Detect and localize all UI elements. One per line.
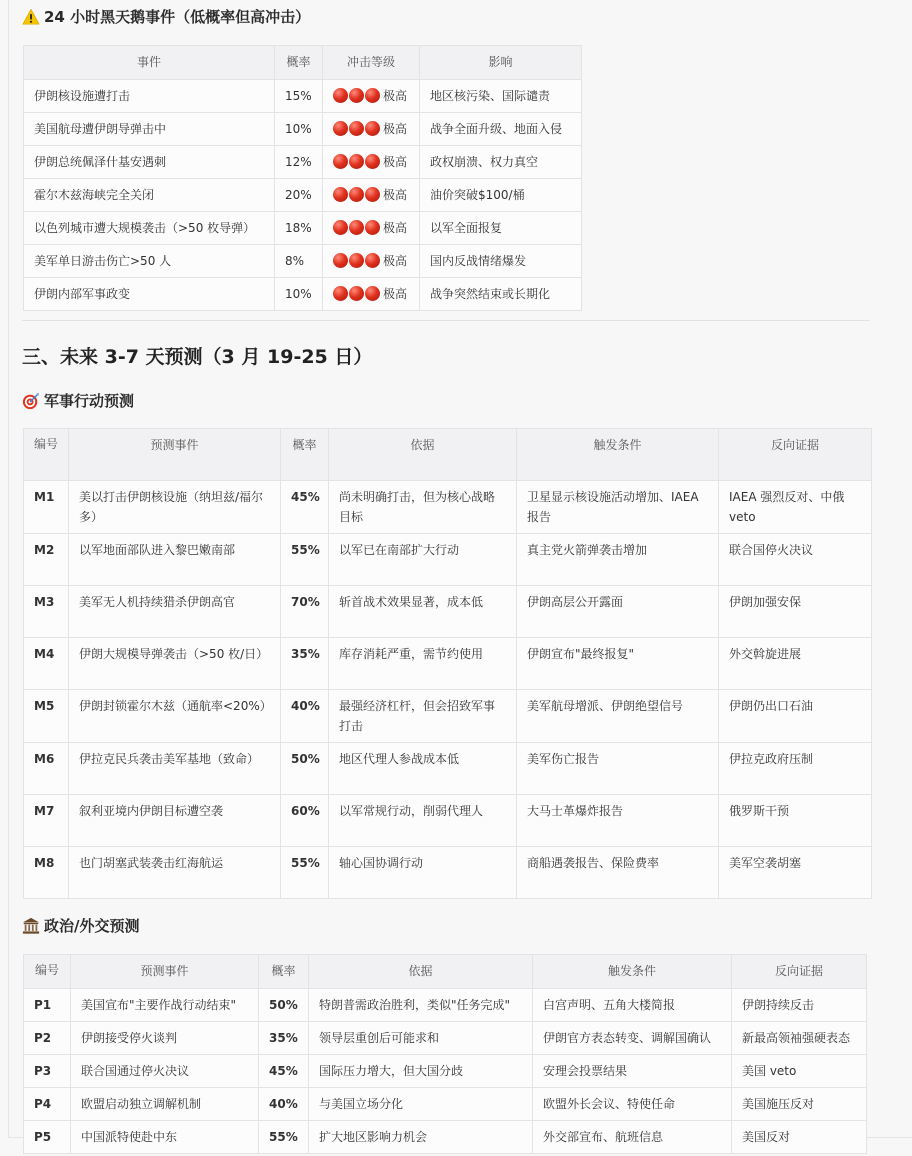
probability-cell: 40% bbox=[259, 1088, 309, 1121]
probability-cell: 60% bbox=[281, 795, 329, 847]
basis-cell: 轴心国协调行动 bbox=[329, 847, 517, 899]
id-cell: M8 bbox=[24, 847, 69, 899]
red-circle-icon bbox=[365, 154, 380, 169]
impact-dots bbox=[333, 154, 380, 169]
red-circle-icon bbox=[333, 88, 348, 103]
table-row bbox=[24, 638, 872, 690]
event-cell: 联合国通过停火决议 bbox=[71, 1055, 259, 1088]
political-title: 政治/外交预测 bbox=[44, 917, 140, 935]
column-header: 概率 bbox=[281, 429, 329, 481]
event-cell: 美国宣布"主要作战行动结束" bbox=[71, 989, 259, 1022]
event-cell: 也门胡塞武装袭击红海航运 bbox=[69, 847, 281, 899]
probability-cell: 45% bbox=[281, 481, 329, 534]
red-circle-icon bbox=[365, 253, 380, 268]
column-header: 编号 bbox=[24, 955, 71, 989]
black-swan-table bbox=[23, 45, 582, 311]
impact-level-cell bbox=[323, 113, 420, 146]
column-header: 冲击等级 bbox=[323, 46, 420, 80]
basis-cell: 国际压力增大，但大国分歧 bbox=[309, 1055, 533, 1088]
impact-level-cell bbox=[323, 80, 420, 113]
event-cell: 伊朗核设施遭打击 bbox=[24, 80, 275, 113]
event-cell: 伊朗总统佩泽什基安遇刺 bbox=[24, 146, 275, 179]
event-cell: 美军无人机持续猎杀伊朗高官 bbox=[69, 586, 281, 638]
trigger-cell: 美军航母增派、伊朗绝望信号 bbox=[517, 690, 719, 743]
warning-icon bbox=[22, 8, 40, 26]
basis-cell: 领导层重创后可能求和 bbox=[309, 1022, 533, 1055]
basis-cell: 以军已在南部扩大行动 bbox=[329, 534, 517, 586]
impact-dots bbox=[333, 88, 380, 103]
counter-evidence-cell: 美国反对 bbox=[732, 1121, 867, 1154]
red-circle-icon bbox=[365, 121, 380, 136]
black-swan-heading bbox=[22, 6, 310, 27]
table-row bbox=[24, 534, 872, 586]
basis-cell: 扩大地区影响力机会 bbox=[309, 1121, 533, 1154]
impact-cell: 以军全面报复 bbox=[420, 212, 582, 245]
basis-cell: 以军常规行动，削弱代理人 bbox=[329, 795, 517, 847]
red-circle-icon bbox=[333, 253, 348, 268]
forecast-heading: 三、未来 3-7 天预测（3 月 19-25 日） bbox=[22, 346, 373, 368]
basis-cell: 与美国立场分化 bbox=[309, 1088, 533, 1121]
event-cell: 伊朗内部军事政变 bbox=[24, 278, 275, 311]
red-circle-icon bbox=[349, 88, 364, 103]
trigger-cell: 伊朗官方表态转变、调解国确认 bbox=[533, 1022, 732, 1055]
impact-level-cell bbox=[323, 179, 420, 212]
event-cell: 美军单日游击伤亡>50 人 bbox=[24, 245, 275, 278]
red-circle-icon bbox=[365, 88, 380, 103]
red-circle-icon bbox=[333, 220, 348, 235]
impact-cell: 战争全面升级、地面入侵 bbox=[420, 113, 582, 146]
page-left-border bbox=[8, 0, 9, 1138]
counter-evidence-cell: 外交斡旋进展 bbox=[719, 638, 872, 690]
table-row bbox=[24, 212, 582, 245]
probability-cell: 50% bbox=[259, 989, 309, 1022]
probability-cell: 45% bbox=[259, 1055, 309, 1088]
table-row bbox=[24, 1055, 867, 1088]
impact-level-cell bbox=[323, 245, 420, 278]
impact-cell: 战争突然结束或长期化 bbox=[420, 278, 582, 311]
column-header: 反向证据 bbox=[719, 429, 872, 481]
table-row bbox=[24, 795, 872, 847]
red-circle-icon bbox=[349, 154, 364, 169]
counter-evidence-cell: 联合国停火决议 bbox=[719, 534, 872, 586]
basis-cell: 斩首战术效果显著，成本低 bbox=[329, 586, 517, 638]
trigger-cell: 安理会投票结果 bbox=[533, 1055, 732, 1088]
id-cell: M7 bbox=[24, 795, 69, 847]
impact-dots bbox=[333, 286, 380, 301]
id-cell: M3 bbox=[24, 586, 69, 638]
table-row bbox=[24, 146, 582, 179]
impact-level-label: 极高 bbox=[383, 188, 408, 202]
impact-dots bbox=[333, 253, 380, 268]
event-cell: 欧盟启动独立调解机制 bbox=[71, 1088, 259, 1121]
red-circle-icon bbox=[333, 154, 348, 169]
counter-evidence-cell: 新最高领袖强硬表态 bbox=[732, 1022, 867, 1055]
red-circle-icon bbox=[365, 187, 380, 202]
probability-cell: 8% bbox=[275, 245, 323, 278]
table-row bbox=[24, 113, 582, 146]
probability-cell: 50% bbox=[281, 743, 329, 795]
column-header: 预测事件 bbox=[69, 429, 281, 481]
column-header: 触发条件 bbox=[517, 429, 719, 481]
impact-level-cell bbox=[323, 212, 420, 245]
basis-cell: 库存消耗严重，需节约使用 bbox=[329, 638, 517, 690]
impact-cell: 油价突破$100/桶 bbox=[420, 179, 582, 212]
classical-building-icon bbox=[22, 917, 40, 935]
table-row bbox=[24, 1022, 867, 1055]
column-header: 依据 bbox=[309, 955, 533, 989]
table-row bbox=[24, 743, 872, 795]
id-cell: M6 bbox=[24, 743, 69, 795]
probability-cell: 10% bbox=[275, 278, 323, 311]
table-row bbox=[24, 1121, 867, 1154]
id-cell: M2 bbox=[24, 534, 69, 586]
column-header: 预测事件 bbox=[71, 955, 259, 989]
event-cell: 中国派特使赴中东 bbox=[71, 1121, 259, 1154]
red-circle-icon bbox=[349, 220, 364, 235]
probability-cell: 35% bbox=[281, 638, 329, 690]
trigger-cell: 卫星显示核设施活动增加、IAEA 报告 bbox=[517, 481, 719, 534]
impact-cell: 国内反战情绪爆发 bbox=[420, 245, 582, 278]
section-divider bbox=[22, 320, 870, 321]
impact-level-label: 极高 bbox=[383, 122, 408, 136]
id-cell: M4 bbox=[24, 638, 69, 690]
counter-evidence-cell: 俄罗斯干预 bbox=[719, 795, 872, 847]
table-row bbox=[24, 80, 582, 113]
probability-cell: 20% bbox=[275, 179, 323, 212]
table-row bbox=[24, 690, 872, 743]
event-cell: 伊拉克民兵袭击美军基地（致命） bbox=[69, 743, 281, 795]
table-header-row bbox=[24, 955, 867, 989]
impact-level-label: 极高 bbox=[383, 89, 408, 103]
probability-cell: 55% bbox=[281, 534, 329, 586]
event-cell: 以军地面部队进入黎巴嫩南部 bbox=[69, 534, 281, 586]
trigger-cell: 真主党火箭弹袭击增加 bbox=[517, 534, 719, 586]
table-row bbox=[24, 179, 582, 212]
probability-cell: 55% bbox=[259, 1121, 309, 1154]
counter-evidence-cell: 伊朗持续反击 bbox=[732, 989, 867, 1022]
table-header-row bbox=[24, 429, 872, 481]
event-cell: 霍尔木兹海峡完全关闭 bbox=[24, 179, 275, 212]
military-heading bbox=[22, 390, 134, 411]
political-forecast-table bbox=[23, 954, 867, 1154]
trigger-cell: 美军伤亡报告 bbox=[517, 743, 719, 795]
table-row bbox=[24, 586, 872, 638]
event-cell: 伊朗接受停火谈判 bbox=[71, 1022, 259, 1055]
id-cell: P2 bbox=[24, 1022, 71, 1055]
column-header: 反向证据 bbox=[732, 955, 867, 989]
column-header: 编号 bbox=[24, 429, 69, 481]
military-title: 军事行动预测 bbox=[44, 392, 135, 410]
probability-cell: 40% bbox=[281, 690, 329, 743]
id-cell: P1 bbox=[24, 989, 71, 1022]
basis-cell: 最强经济杠杆，但会招致军事打击 bbox=[329, 690, 517, 743]
id-cell: M5 bbox=[24, 690, 69, 743]
column-header: 影响 bbox=[420, 46, 582, 80]
trigger-cell: 商船遇袭报告、保险费率 bbox=[517, 847, 719, 899]
event-cell: 伊朗大规模导弹袭击（>50 枚/日） bbox=[69, 638, 281, 690]
event-cell: 以色列城市遭大规模袭击（>50 枚导弹） bbox=[24, 212, 275, 245]
probability-cell: 10% bbox=[275, 113, 323, 146]
red-circle-icon bbox=[365, 286, 380, 301]
table-row bbox=[24, 278, 582, 311]
column-header: 概率 bbox=[259, 955, 309, 989]
id-cell: M1 bbox=[24, 481, 69, 534]
basis-cell: 尚未明确打击，但为核心战略目标 bbox=[329, 481, 517, 534]
id-cell: P4 bbox=[24, 1088, 71, 1121]
trigger-cell: 伊朗宣布"最终报复" bbox=[517, 638, 719, 690]
trigger-cell: 大马士革爆炸报告 bbox=[517, 795, 719, 847]
column-header: 概率 bbox=[275, 46, 323, 80]
red-circle-icon bbox=[349, 253, 364, 268]
id-cell: P5 bbox=[24, 1121, 71, 1154]
table-row bbox=[24, 989, 867, 1022]
red-circle-icon bbox=[333, 187, 348, 202]
trigger-cell: 外交部宣布、航班信息 bbox=[533, 1121, 732, 1154]
counter-evidence-cell: 伊朗仍出口石油 bbox=[719, 690, 872, 743]
impact-cell: 政权崩溃、权力真空 bbox=[420, 146, 582, 179]
impact-dots bbox=[333, 187, 380, 202]
event-cell: 美国航母遭伊朗导弹击中 bbox=[24, 113, 275, 146]
red-circle-icon bbox=[333, 121, 348, 136]
counter-evidence-cell: 伊拉克政府压制 bbox=[719, 743, 872, 795]
table-row bbox=[24, 1088, 867, 1121]
trigger-cell: 欧盟外长会议、特使任命 bbox=[533, 1088, 732, 1121]
military-forecast-table bbox=[23, 428, 872, 899]
red-circle-icon bbox=[349, 187, 364, 202]
table-row bbox=[24, 481, 872, 534]
trigger-cell: 伊朗高层公开露面 bbox=[517, 586, 719, 638]
trigger-cell: 白宫声明、五角大楼简报 bbox=[533, 989, 732, 1022]
probability-cell: 15% bbox=[275, 80, 323, 113]
impact-level-label: 极高 bbox=[383, 155, 408, 169]
counter-evidence-cell: 美国施压反对 bbox=[732, 1088, 867, 1121]
column-header: 事件 bbox=[24, 46, 275, 80]
basis-cell: 地区代理人参战成本低 bbox=[329, 743, 517, 795]
red-circle-icon bbox=[365, 220, 380, 235]
impact-level-label: 极高 bbox=[383, 287, 408, 301]
counter-evidence-cell: 美军空袭胡塞 bbox=[719, 847, 872, 899]
column-header: 依据 bbox=[329, 429, 517, 481]
probability-cell: 12% bbox=[275, 146, 323, 179]
impact-level-cell bbox=[323, 146, 420, 179]
black-swan-title: 24 小时黑天鹅事件（低概率但高冲击） bbox=[44, 8, 311, 26]
event-cell: 叙利亚境内伊朗目标遭空袭 bbox=[69, 795, 281, 847]
table-row bbox=[24, 245, 582, 278]
table-header-row bbox=[24, 46, 582, 80]
probability-cell: 55% bbox=[281, 847, 329, 899]
impact-level-label: 极高 bbox=[383, 254, 408, 268]
impact-level-cell bbox=[323, 278, 420, 311]
counter-evidence-cell: 伊朗加强安保 bbox=[719, 586, 872, 638]
red-circle-icon bbox=[349, 286, 364, 301]
impact-level-label: 极高 bbox=[383, 221, 408, 235]
counter-evidence-cell: 美国 veto bbox=[732, 1055, 867, 1088]
impact-dots bbox=[333, 220, 380, 235]
event-cell: 伊朗封锁霍尔木兹（通航率<20%） bbox=[69, 690, 281, 743]
counter-evidence-cell: IAEA 强烈反对、中俄 veto bbox=[719, 481, 872, 534]
red-circle-icon bbox=[349, 121, 364, 136]
basis-cell: 特朗普需政治胜利，类似"任务完成" bbox=[309, 989, 533, 1022]
red-circle-icon bbox=[333, 286, 348, 301]
column-header: 触发条件 bbox=[533, 955, 732, 989]
impact-dots bbox=[333, 121, 380, 136]
political-heading bbox=[22, 915, 139, 936]
probability-cell: 70% bbox=[281, 586, 329, 638]
probability-cell: 35% bbox=[259, 1022, 309, 1055]
table-row bbox=[24, 847, 872, 899]
dart-target-icon bbox=[22, 392, 40, 410]
event-cell: 美以打击伊朗核设施（纳坦兹/福尔多） bbox=[69, 481, 281, 534]
id-cell: P3 bbox=[24, 1055, 71, 1088]
probability-cell: 18% bbox=[275, 212, 323, 245]
impact-cell: 地区核污染、国际谴责 bbox=[420, 80, 582, 113]
